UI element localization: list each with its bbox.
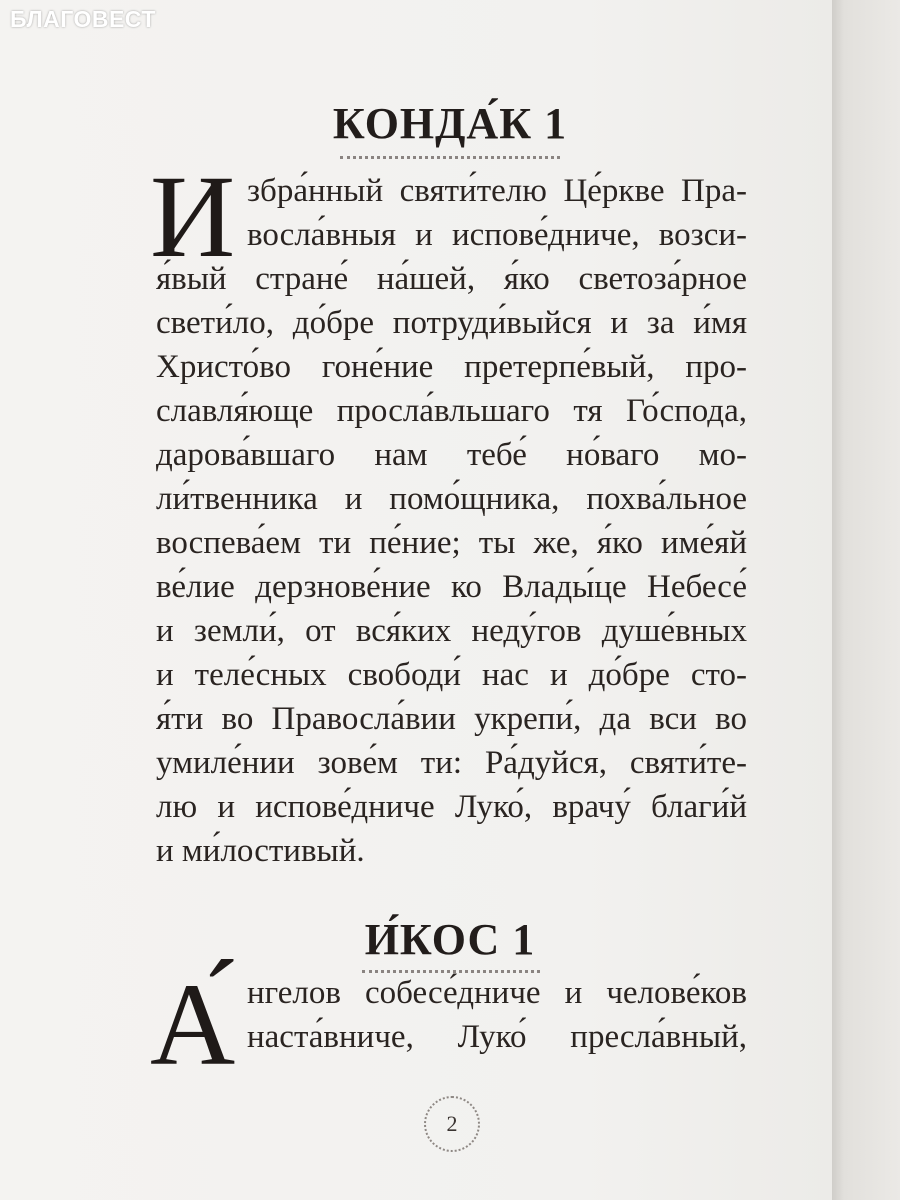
ikos-dropcap: А́ <box>150 959 236 1090</box>
kondak-line: лю и испове́дниче Луко́, врачу́ благи́й <box>156 789 747 825</box>
watermark: БЛАГОВЕСТ <box>10 6 156 32</box>
heading-divider <box>340 156 560 159</box>
kondak-dropcap: И <box>150 151 236 282</box>
kondak-heading: КОНДА́К 1 <box>332 99 568 148</box>
kondak-line: умиле́нии зове́м ти: Ра́дуйся, святи́те- <box>156 745 747 781</box>
page-number: 2 <box>424 1096 480 1152</box>
kondak-line: свети́ло, до́бре потруди́выйся и за и́мя <box>156 305 747 341</box>
kondak-line: я́вый стране́ на́шей, я́ко светоза́рное <box>156 261 747 297</box>
ikos-line: нгелов собесе́дниче и челове́ков <box>247 975 747 1011</box>
ikos-line: наста́вниче, Луко́ пресла́вный, <box>247 1019 747 1055</box>
kondak-line: ве́лие дерзнове́ние ко Влады́це Небесе́ <box>156 569 747 605</box>
kondak-line: Христо́во гоне́ние претерпе́вый, про- <box>156 349 747 385</box>
kondak-line: ли́твенника и помо́щника, похва́льное <box>156 481 747 517</box>
kondak-line: славля́юще просла́вльшаго тя Го́спода, <box>156 393 747 429</box>
kondak-line: восла́вныя и испове́дниче, возси- <box>247 217 747 253</box>
kondak-line: дарова́вшаго нам тебе́ но́ваго мо- <box>156 437 747 473</box>
page-edge <box>832 0 900 1200</box>
kondak-line: и ми́лостивый. <box>156 833 365 869</box>
kondak-line: воспева́ем ти пе́ние; ты же, я́ко име́яй <box>156 525 747 561</box>
kondak-line: збра́нный святи́телю Це́ркве Пра- <box>247 173 747 209</box>
ikos-heading: И́КОС 1 <box>364 915 536 964</box>
kondak-line: я́ти во Правосла́вии укрепи́, да вси во <box>156 701 747 737</box>
kondak-line: и теле́сных свободи́ нас и до́бре сто- <box>156 657 747 693</box>
kondak-line: и земли́, от вся́ких неду́гов душе́вных <box>156 613 747 649</box>
